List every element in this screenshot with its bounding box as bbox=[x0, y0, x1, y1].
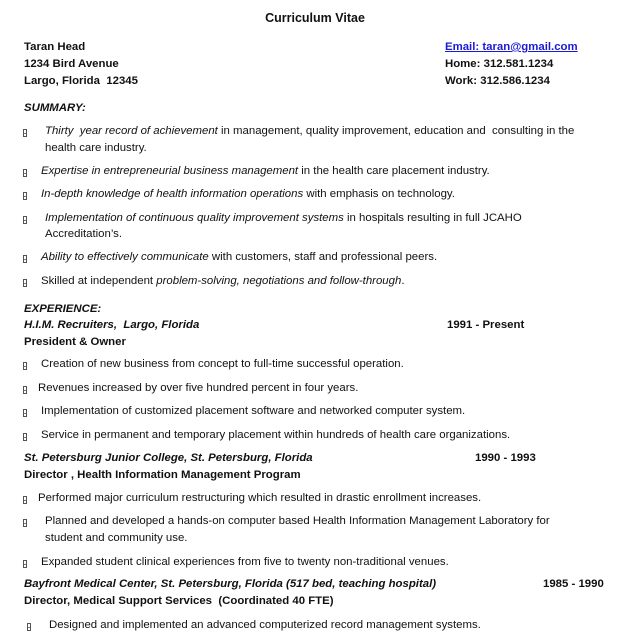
bullet-icon bbox=[23, 409, 27, 417]
job-1-bullet-3: Implementation of customized placement software and networked computer system. bbox=[41, 405, 466, 417]
job-1-bullet-4: Service in permanent and temporary placement within hundreds of health care organizations. bbox=[41, 429, 511, 441]
email-link[interactable]: Email: taran@gmail.com bbox=[445, 41, 578, 53]
summary-item-4-line2: Accreditation’s. bbox=[45, 228, 123, 240]
summary-item-6: Skilled at independent problem-solving, negotiations and follow-through. bbox=[41, 275, 405, 287]
summary-item-3: In-depth knowledge of health information operations with emphasis on technology. bbox=[41, 188, 455, 200]
job-3-bullet-1: Designed and implemented an advanced computerized record management systems. bbox=[49, 619, 481, 631]
job-2-dates: 1990 - 1993 bbox=[475, 452, 536, 464]
summary-item-5: Ability to effectively communicate with customers, staff and professional peers. bbox=[41, 251, 438, 263]
job-2-role: Director , Health Information Management Program bbox=[24, 469, 301, 481]
summary-item-2: Expertise in entrepreneurial business management in the health care placement industry. bbox=[41, 165, 490, 177]
job-2-organization: St. Petersburg Junior College, St. Petersburg, Florida bbox=[24, 452, 313, 464]
bullet-icon bbox=[23, 519, 27, 527]
job-1-bullet-2: Revenues increased by over five hundred percent in four years. bbox=[38, 382, 359, 394]
work-phone: Work: 312.586.1234 bbox=[445, 75, 550, 87]
job-1-organization: H.I.M. Recruiters, Largo, Florida bbox=[24, 319, 200, 331]
bullet-icon bbox=[23, 255, 27, 263]
job-3-organization: Bayfront Medical Center, St. Petersburg, Florida (517 bed, teaching hospital) bbox=[24, 578, 437, 590]
experience-heading: EXPERIENCE: bbox=[24, 303, 102, 315]
bullet-icon bbox=[27, 623, 31, 631]
bullet-icon bbox=[23, 496, 27, 504]
contact-address-line1: 1234 Bird Avenue bbox=[24, 58, 119, 70]
bullet-icon bbox=[23, 129, 27, 137]
summary-item-4: Implementation of continuous quality improvement systems in hospitals resulting in full JCAHO bbox=[45, 212, 522, 224]
bullet-icon bbox=[23, 216, 27, 224]
job-3-dates: 1985 - 1990 bbox=[543, 578, 604, 590]
bullet-icon bbox=[23, 192, 27, 200]
bullet-icon bbox=[23, 169, 27, 177]
job-3-role: Director, Medical Support Services (Coordinated 40 FTE) bbox=[24, 595, 334, 607]
bullet-icon bbox=[23, 433, 27, 441]
job-2-bullet-2: Planned and developed a hands-on computer based Health Information Management Laboratory for bbox=[45, 515, 550, 527]
summary-item-1-line2: health care industry. bbox=[45, 142, 147, 154]
bullet-icon bbox=[23, 279, 27, 287]
contact-name: Taran Head bbox=[24, 41, 86, 53]
document-title: Curriculum Vitae bbox=[265, 11, 365, 25]
job-1-dates: 1991 - Present bbox=[447, 319, 525, 331]
job-2-bullet-2-line2: student and community use. bbox=[45, 532, 188, 544]
bullet-icon bbox=[23, 362, 27, 370]
home-phone: Home: 312.581.1234 bbox=[445, 58, 554, 70]
bullet-icon bbox=[23, 386, 27, 394]
summary-item-1: Thirty year record of achievement in management, quality improvement, education and consulting in the bbox=[45, 125, 575, 137]
job-1-role: President & Owner bbox=[24, 336, 126, 348]
job-2-bullet-3: Expanded student clinical experiences from five to twenty non-traditional venues. bbox=[41, 556, 449, 568]
summary-heading: SUMMARY: bbox=[24, 102, 86, 114]
job-1-bullet-1: Creation of new business from concept to full-time successful operation. bbox=[41, 358, 404, 370]
job-2-bullet-1: Performed major curriculum restructuring which resulted in drastic enrollment increases. bbox=[38, 492, 482, 504]
contact-address-line2: Largo, Florida 12345 bbox=[24, 75, 138, 87]
bullet-icon bbox=[23, 560, 27, 568]
